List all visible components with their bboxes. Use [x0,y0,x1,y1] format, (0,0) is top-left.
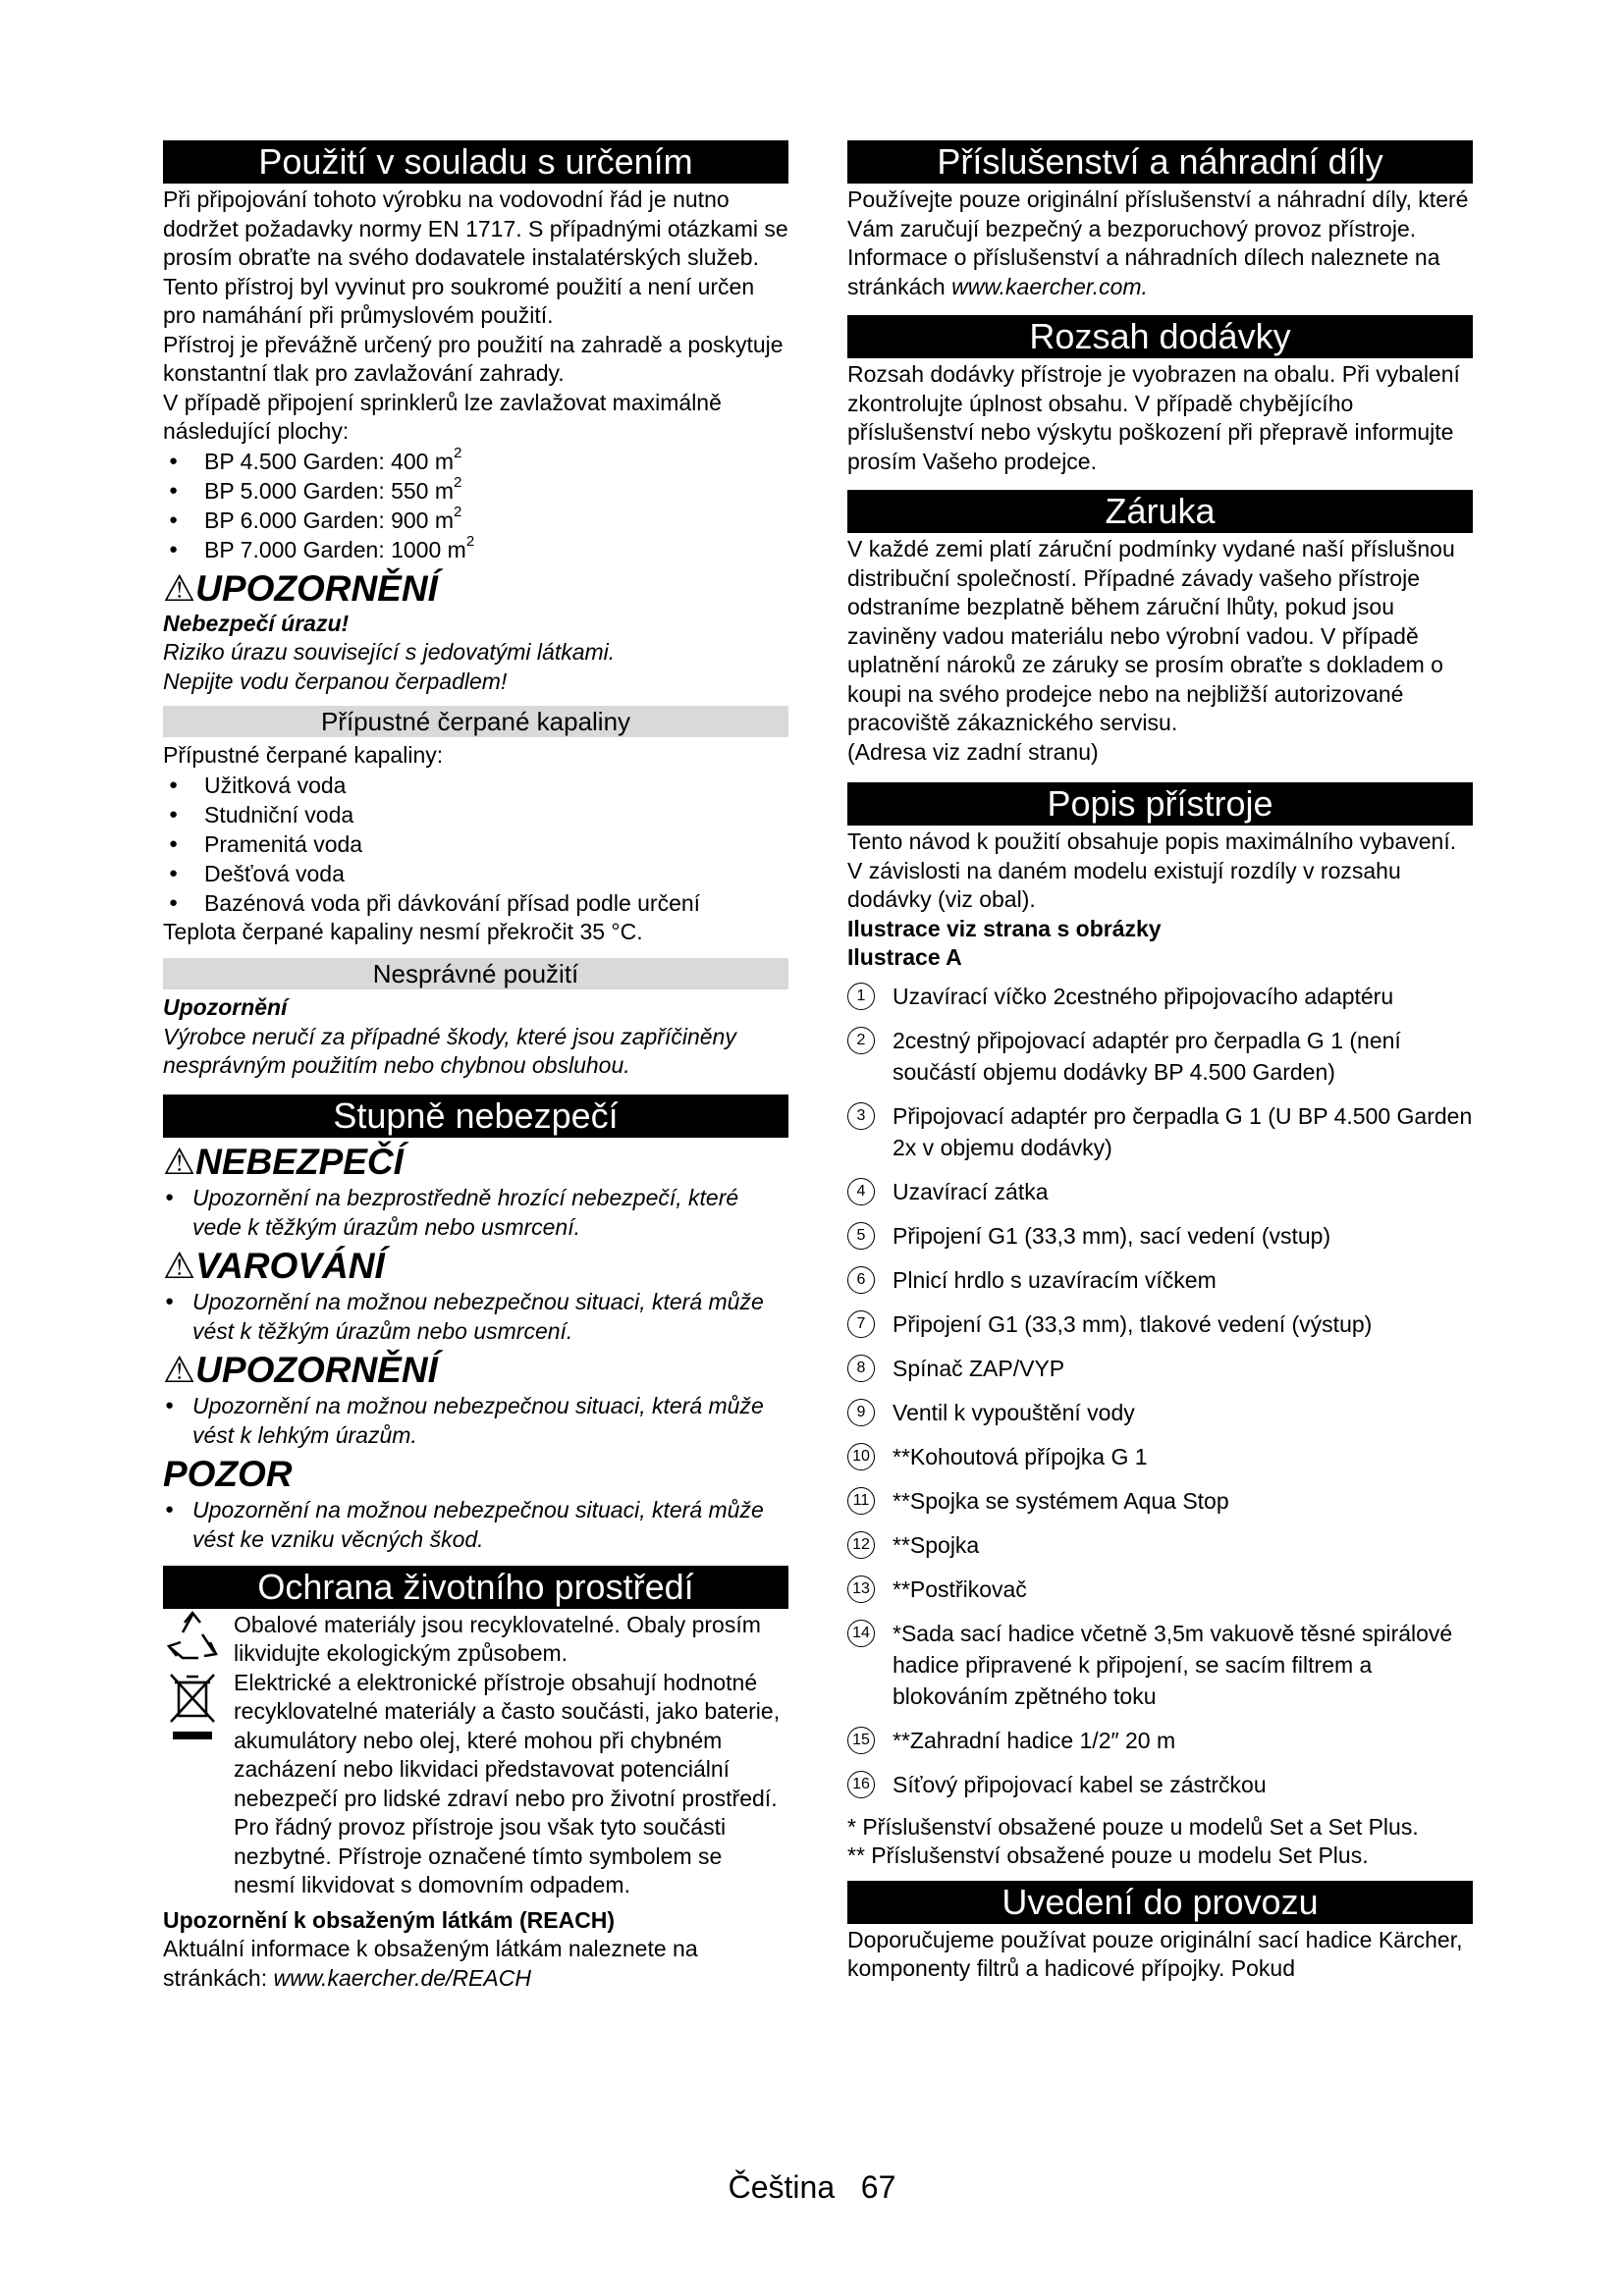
part-text: Ventil k vypouštění vody [893,1399,1135,1425]
warning-text: Nepijte vodu čerpanou čerpadlem! [163,667,508,694]
part-text: **Spojka [893,1531,980,1558]
part-item [847,1397,1473,1428]
section-heading-intended-use: Použití v souladu s určením [163,140,788,184]
list-item: ● Studniční voda [163,800,788,829]
footer-language: Čeština [728,2169,836,2205]
part-number-badge: 7 [847,1310,875,1338]
part-number-badge: 15 [847,1727,875,1754]
reach-text: Aktuální informace k obsaženým látkám naleznete na stránkách: www.kaercher.de/REACH [163,1936,698,1991]
illustration-a: Ilustrace A [847,944,962,970]
part-item [847,1618,1473,1712]
startup-text: Doporučujeme používat pouze originální sací hadice Kärcher, komponenty filtrů a hadicové přípojky. Pokud [847,1926,1463,1981]
part-number-badge: 12 [847,1531,875,1559]
part-number-badge: 13 [847,1575,875,1603]
hazard-text: ● Upozornění na bezprostředně hrozící nebezpečí, které vede k těžkým úrazům nebo usmrcení. [163,1183,788,1242]
part-number-badge: 11 [847,1487,875,1515]
section-heading-startup: Uvedení do provozu [847,1881,1473,1924]
section-heading-description: Popis přístroje [847,782,1473,826]
part-text: **Postřikovač [893,1575,1027,1602]
weee-row [163,1669,788,1900]
hazard-text: ● Upozornění na možnou nebezpečnou situaci, která může vést k lehkým úrazům. [163,1391,788,1450]
part-item [847,1485,1473,1517]
page-number: 67 [860,2169,896,2205]
part-text: Připojení G1 (33,3 mm), tlakové vedení (výstup) [893,1310,1373,1337]
part-number-badge: 2 [847,1027,875,1054]
fluids-temperature-note: Teplota čerpané kapaliny nesmí překročit 35 °C. [163,918,643,944]
warning-heading: ⚠UPOZORNĚNÍ [163,567,438,609]
part-text: 2cestný připojovací adaptér pro čerpadla G 1 (není součástí objemu dodávky BP 4.500 Garden) [893,1027,1401,1085]
part-item [847,1308,1473,1340]
part-number-badge: 16 [847,1771,875,1798]
hazard-text: ● Upozornění na možnou nebezpečnou situaci, která může vést k těžkým úrazům nebo usmrcení. [163,1287,788,1346]
paragraph-private-use: Tento přístroj byl vyvinut pro soukromé použití a není určen pro namáhání při průmyslovém použití. [163,273,755,328]
misuse-text: Výrobce neručí za případné škody, které jsou zapříčiněny nesprávným použitím nebo chybnou obsluhou. [163,1023,736,1078]
part-item [847,1725,1473,1756]
recycle-row [163,1611,788,1669]
paragraph-sprinkler: V případě připojení sprinklerů lze zavlažovat maximálně následující plochy: [163,389,722,444]
hazard-level-danger [163,1142,788,1242]
part-text: Síťový připojovací kabel se zástrčkou [893,1771,1267,1797]
part-text: Uzavírací zátka [893,1178,1049,1204]
warning-triangle-icon: ⚠ [163,567,196,609]
hazard-label: POZOR [163,1453,293,1494]
subheading-misuse: Nesprávné použití [163,958,788,989]
page-footer [0,2167,1624,2207]
area-list [163,444,788,564]
part-text: Plnicí hrdlo s uzavíracím víčkem [893,1266,1217,1293]
part-number-badge: 6 [847,1266,875,1294]
warranty-text: V každé zemi platí záruční podmínky vydané naší příslušnou distribuční společností. Případné závady vašeho přístroje odstraníme bezplatně během záruční lhůty, pokud jsou zaviněny vadou materiálu nebo výrobní vadou. V případě uplatnění nároků ze záruky se prosím obraťte s dokladem o koupi na svého prodejce nebo na nejbližší autorizované pracoviště zákaznického servisu. [847,536,1455,735]
part-item [847,1574,1473,1605]
part-item [847,1529,1473,1561]
fluids-intro: Přípustné čerpané kapaliny: [163,742,444,768]
reach-title: Upozornění k obsaženým látkám (REACH) [163,1906,616,1933]
warranty-address: (Adresa viz zadní stranu) [847,738,1099,765]
list-item: ● BP 7.000 Garden: 1000 $m^2$ [163,535,788,564]
recycle-icon [163,1609,222,1668]
hazard-label: ⚠VAROVÁNÍ [163,1245,385,1286]
list-item: ● Pramenitá voda [163,829,788,859]
part-text: *Sada sací hadice včetně 3,5m vakuově těsné spirálové hadice připravené k připojení, se sacím filtrem a blokováním zpětného toku [893,1620,1453,1709]
part-text: **Spojka se systémem Aqua Stop [893,1487,1229,1514]
description-text: Tento návod k použití obsahuje popis maximálního vybavení. V závislosti na daném modelu existují rozdíly v rozsahu dodávky (viz obal). [847,828,1457,912]
delivery-text: Rozsah dodávky přístroje je vyobrazen na obalu. Při vybalení zkontrolujte úplnost obsahu. V případě chybějícího příslušenství nebo výskytu poškození při přepravě informujte prosím Vašeho prodejce. [847,361,1460,474]
part-text: **Zahradní hadice 1/2″ 20 m [893,1727,1176,1753]
part-number-badge: 3 [847,1102,875,1130]
section-heading-accessories: Příslušenství a náhradní díly [847,140,1473,184]
part-item [847,1176,1473,1207]
paragraph-garden-use: Přístroj je převážně určený pro použití na zahradě a poskytuje konstantní tlak pro zavlažování zahrady. [163,331,784,386]
crossed-bin-icon [163,1669,222,1747]
hazard-level-warning [163,1246,788,1346]
part-item [847,1025,1473,1088]
misuse-subtitle: Upozornění [163,994,288,1020]
part-text: **Kohoutová přípojka G 1 [893,1443,1148,1469]
illustration-reference: Ilustrace viz strana s obrázky [847,915,1162,941]
section-heading-hazard-levels: Stupně nebezpečí [163,1095,788,1138]
part-text: Připojovací adaptér pro čerpadla G 1 (U BP 4.500 Garden 2x v objemu dodávky) [893,1102,1473,1160]
list-item: ● Užitková voda [163,771,788,800]
warning-triangle-icon: ⚠ [163,1349,196,1390]
hazard-label: ⚠NEBEZPEČÍ [163,1141,404,1182]
hazard-level-caution [163,1350,788,1450]
part-text: Uzavírací víčko 2cestného připojovacího adaptéru [893,983,1394,1009]
fluids-list [163,771,788,918]
hazard-label: ⚠UPOZORNĚNÍ [163,1349,438,1390]
accessories-text: Používejte pouze originální příslušenství a náhradní díly, které Vám zaručují bezpečný a bezporuchový provoz přístroje. [847,187,1469,241]
list-item: ● Dešťová voda [163,859,788,888]
part-number-badge: 14 [847,1620,875,1647]
part-number-badge: 8 [847,1355,875,1382]
part-item [847,1769,1473,1800]
part-text: Připojení G1 (33,3 mm), sací vedení (vstup) [893,1222,1331,1249]
warning-subtitle: Nebezpečí úrazu! [163,610,350,636]
warning-text: Riziko úrazu související s jedovatými látkami. [163,639,616,665]
footnote-set: * Příslušenství obsažené pouze u modelů Set a Set Plus. [847,1813,1419,1840]
weee-text: Elektrické a elektronické přístroje obsahují hodnotné recyklovatelné materiály a často součásti, jako baterie, akumulátory nebo olej, které mohou při chybném zacházení nebo likvidaci představovat potenciální nebezpečí pro lidské zdraví nebo pro životní prostředí. Pro řádný provoz přístroje jsou však tyto součásti nezbytné. Přístroje označené tímto symbolem se nesmí likvidovat s domovním odpadem. [234,1669,781,1897]
part-number-badge: 1 [847,983,875,1010]
left-column [163,140,788,1993]
warning-triangle-icon: ⚠ [163,1141,196,1182]
section-heading-warranty: Záruka [847,490,1473,533]
list-item: ● BP 5.000 Garden: 550 $m^2$ [163,476,788,506]
section-heading-environment: Ochrana životního prostředí [163,1566,788,1609]
part-item [847,1100,1473,1163]
list-item: ● BP 4.500 Garden: 400 $m^2$ [163,447,788,476]
part-item [847,1353,1473,1384]
recycle-text: Obalové materiály jsou recyklovatelné. Obaly prosím likvidujte ekologickým způsobem. [234,1611,761,1666]
parts-list [847,981,1473,1800]
part-item [847,981,1473,1012]
kaercher-link[interactable]: www.kaercher.com. [951,273,1148,299]
hazard-text: ● Upozornění na možnou nebezpečnou situaci, která může vést ke vzniku věcných škod. [163,1495,788,1554]
list-item: ● Bazénová voda při dávkování přísad podle určení [163,888,788,918]
part-text: Spínač ZAP/VYP [893,1355,1065,1381]
subheading-fluids: Přípustné čerpané kapaliny [163,706,788,737]
footnote-set-plus: ** Příslušenství obsažené pouze u modelu Set Plus. [847,1842,1369,1868]
warning-triangle-icon: ⚠ [163,1245,196,1286]
part-number-badge: 5 [847,1222,875,1250]
part-item [847,1220,1473,1252]
list-item: ● BP 6.000 Garden: 900 $m^2$ [163,506,788,535]
paragraph-en1717: Při připojování tohoto výrobku na vodovodní řád je nutno dodržet požadavky normy EN 1717. S případnými otázkami se prosím obraťte na svého dodavatele instalatérských služeb. [163,187,788,270]
right-column [847,140,1473,1984]
reach-link[interactable]: www.kaercher.de/REACH [273,1964,531,1991]
section-heading-delivery: Rozsah dodávky [847,315,1473,358]
part-item [847,1441,1473,1472]
part-number-badge: 4 [847,1178,875,1205]
part-item [847,1264,1473,1296]
part-number-badge: 10 [847,1443,875,1470]
accessories-info: Informace o příslušenství a náhradních dílech naleznete na stránkách www.kaercher.com. [847,244,1440,299]
part-number-badge: 9 [847,1399,875,1426]
hazard-level-attention [163,1454,788,1554]
